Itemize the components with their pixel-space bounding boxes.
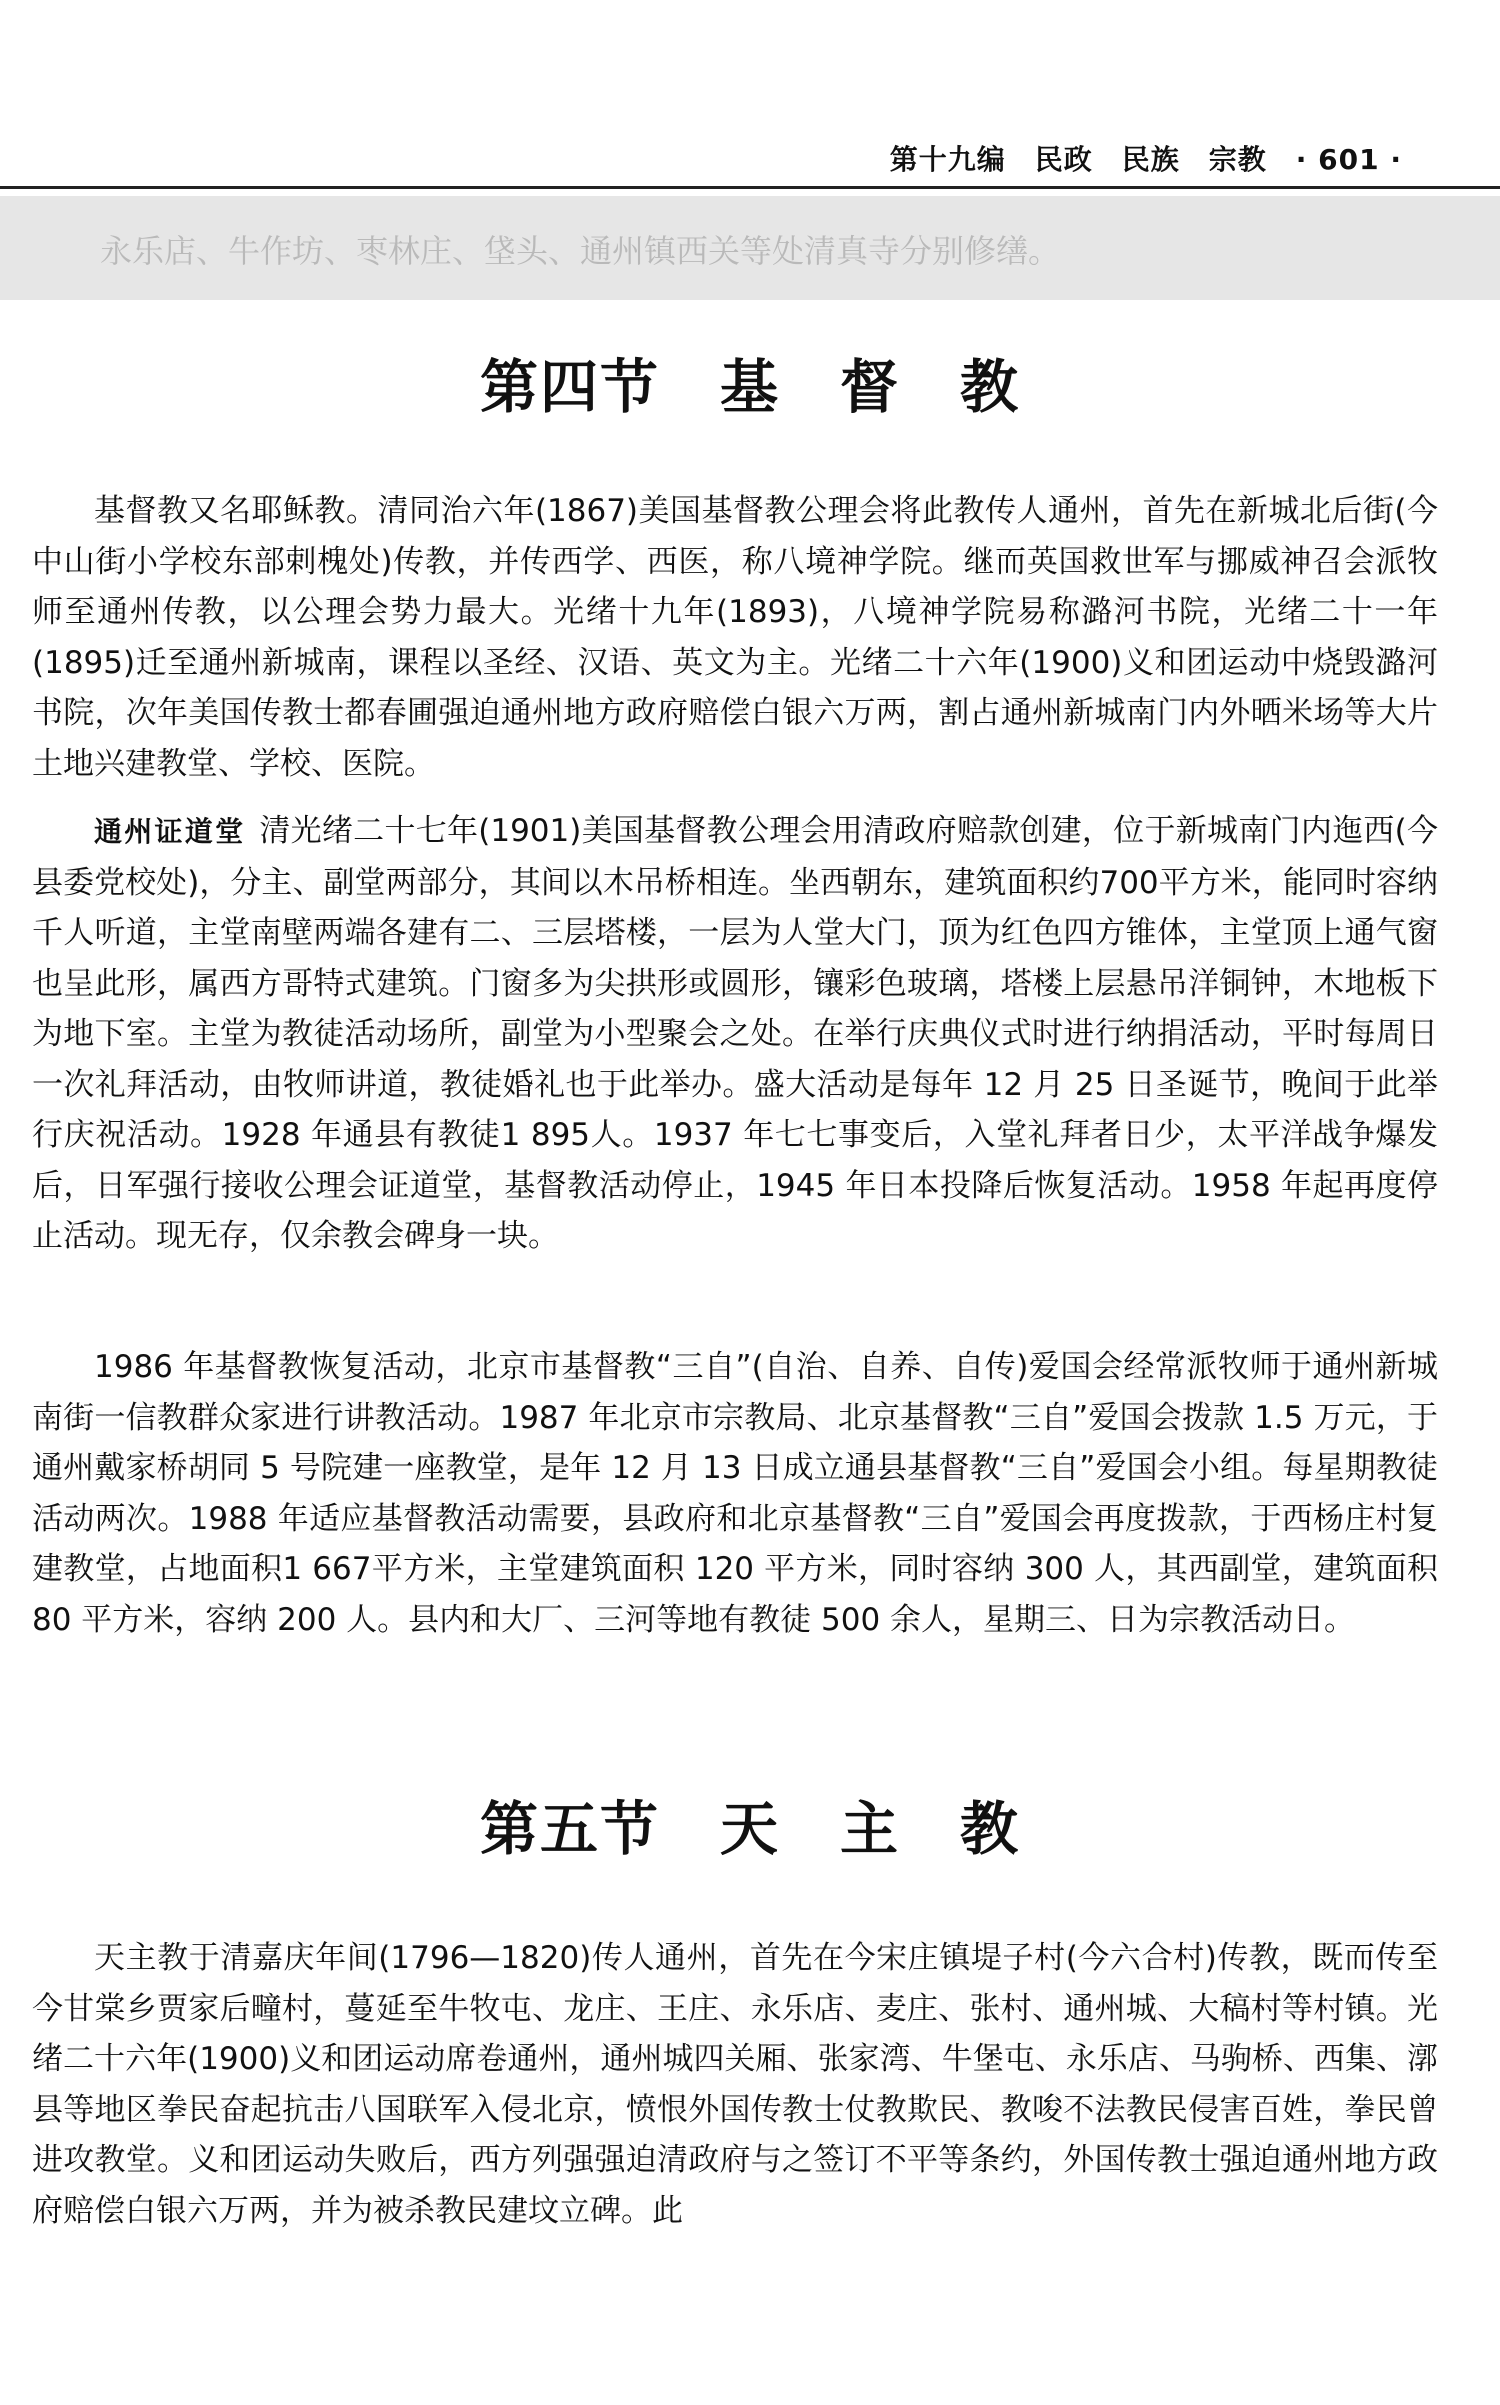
- paragraph: 基督教又名耶稣教。清同治六年(1867)美国基督教公理会将此教传人通州，首先在新城北后街(今中山街小学校东部剌槐处)传教，并传西学、西医，称八境神学院。继而英国救世军与挪威神召会派牧师至通州传教，以公理会势力最大。光绪十九年(1893)，八境神学院易称潞河书院，光绪二十一年(1895)迁至通州新城南，课程以圣经、汉语、英文为主。光绪二十六年(1900)义和团运动中烧毁潞河书院，次年美国传教士都春圃强迫通州地方政府赔偿白银六万两，割占通州新城南门内外晒米场等大片土地兴建教堂、学校、医院。: [32, 493, 1438, 782]
- page-header: [0, 0, 1500, 200]
- section-title-catholicism: 第五节 天 主 教: [479, 1795, 1020, 1863]
- section-title-christianity: 第四节 基 督 教: [479, 353, 1020, 421]
- paragraph: 1986 年基督教恢复活动，北京市基督教“三自”(自治、自养、自传)爱国会经常派牧师于通州新城南街一信教群众家进行讲教活动。1987 年北京市宗教局、北京基督教“三自”爱国会拨款 1.5 万元，于通州戴家桥胡同 5 号院建一座教堂，是年 12 月 13 日成立通县基督教“三自”爱国会小组。每星期教徒活动两次。1988 年适应基督教活动需要，县政府和北京基督教“三自”爱国会再度拨款，于西杨庄村复建教堂，占地面积1 667平方米，主堂建筑面积 120 平方米，同时容纳 300 人，其西副堂，建筑面积 80 平方米，容纳 200 人。县内和大厂、三河等地有教徒 500 余人，星期三、日为宗教活动日。: [32, 1349, 1438, 1638]
- paragraph: 天主教于清嘉庆年间(1796—1820)传人通州，首先在今宋庄镇堤子村(今六合村)传教，既而传至今甘棠乡贾家后疃村，蔓延至牛牧屯、龙庄、王庄、永乐店、麦庄、张村、通州城、大稿村等村镇。光绪二十六年(1900)义和团运动席卷通州，通州城四关厢、张家湾、牛堡屯、永乐店、马驹桥、西集、漷县等地区拳民奋起抗击八国联军入侵北京，愤恨外国传教士仗教欺民、教唆不法教民侵害百姓，拳民曾进攻教堂。义和团运动失败后，西方列强强迫清政府与之签订不平等条约，外国传教士强迫通州地方政府赔偿白银六万两，并为被杀教民建坟立碑。此: [32, 1940, 1438, 2229]
- header-rule: [0, 186, 1500, 189]
- paragraph-tongzhou-church: [32, 806, 1438, 1262]
- running-head: 第十九编 民政 民族 宗教 · 601 ·: [889, 143, 1402, 176]
- entry-term: 通州证道堂: [94, 815, 246, 848]
- carryover-text: 永乐店、牛作坊、枣林庄、垡头、通州镇西关等处清真寺分别修缮。: [100, 232, 1061, 270]
- paragraph-body: 清光绪二十七年(1901)美国基督教公理会用清政府赔款创建，位于新城南门内迤西(今县委党校处)，分主、副堂两部分，其间以木吊桥相连。坐西朝东，建筑面积约700平方米，能同时容纳千人听道，主堂南壁两端各建有二、三层塔楼，一层为人堂大门，顶为红色四方锥体，主堂顶上通气窗也呈此形，属西方哥特式建筑。门窗多为尖拱形或圆形，镶彩色玻璃，塔楼上层悬吊洋铜钟，木地板下为地下室。主堂为教徒活动场所，副堂为小型聚会之处。在举行庆典仪式时进行纳捐活动，平时每周日一次礼拜活动，由牧师讲道，教徒婚礼也于此举办。盛大活动是每年 12 月 25 日圣诞节，晚间于此举行庆祝活动。1928 年通县有教徒1 895人。1937 年七七事变后，入堂礼拜者日少，太平洋战争爆发后，日军强行接收公理会证道堂，基督教活动停止，1945 年日本投降后恢复活动。1958 年起再度停止活动。现无存，仅余教会碑身一块。: [32, 813, 1438, 1254]
